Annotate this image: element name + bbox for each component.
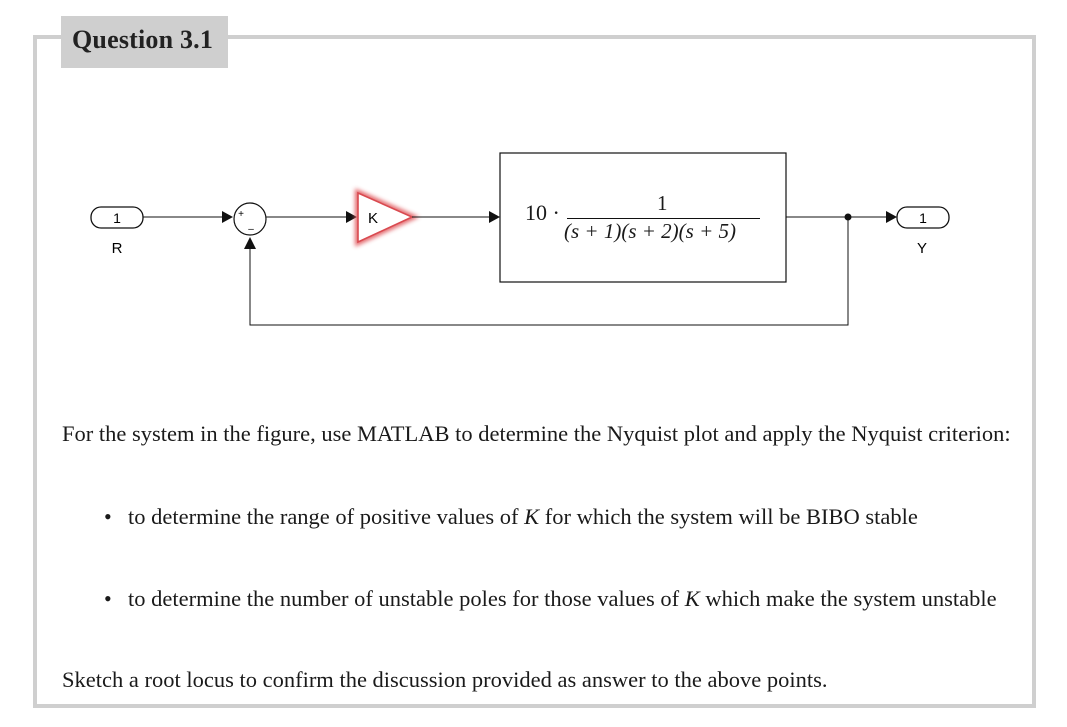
variable-k: K <box>524 504 540 529</box>
output-port-label: Y <box>916 240 928 257</box>
output-port[interactable] <box>897 207 949 228</box>
list-item-text: to determine the number of unstable poles for those values of <box>128 586 685 611</box>
arrowhead-output <box>886 211 897 223</box>
tf-denominator: (s + 1)(s + 2)(s + 5) <box>564 219 736 243</box>
bullet-marker-1: • <box>104 504 112 529</box>
gain-block-label: K <box>367 210 379 227</box>
variable-k: K <box>684 586 700 611</box>
paragraph-root-locus: Sketch a root locus to confirm the discussion provided as answer to the above points. <box>62 667 828 692</box>
arrowhead-feedback <box>244 237 256 249</box>
list-item-text: which make the system unstable <box>699 586 997 611</box>
list-item <box>128 500 1023 533</box>
tf-gain: 10 · <box>525 200 560 225</box>
list-item-text: for which the system will be BIBO stable <box>539 504 918 529</box>
gain-block[interactable] <box>358 193 412 242</box>
sum-sign-minus: – <box>248 224 254 235</box>
input-port-label: R <box>111 240 123 257</box>
bullet-marker-2: • <box>104 586 112 611</box>
sum-sign-plus: + <box>238 209 244 220</box>
input-port-number: 1 <box>113 210 121 226</box>
input-port[interactable] <box>91 207 143 228</box>
transfer-function <box>500 153 786 282</box>
arrowhead-tf-input <box>489 211 500 223</box>
list-item-text: to determine the range of positive values of <box>128 504 525 529</box>
list-item <box>128 582 1023 615</box>
sum-junction[interactable] <box>234 203 266 235</box>
question-title: Question 3.1 <box>61 16 228 68</box>
arrowhead-sum-input <box>222 211 233 223</box>
output-port-number: 1 <box>919 210 927 226</box>
paragraph-intro: For the system in the figure, use MATLAB to determine the Nyquist plot and apply the Nyquist criterion: <box>62 421 1011 446</box>
tf-numerator: 1 <box>657 191 668 215</box>
